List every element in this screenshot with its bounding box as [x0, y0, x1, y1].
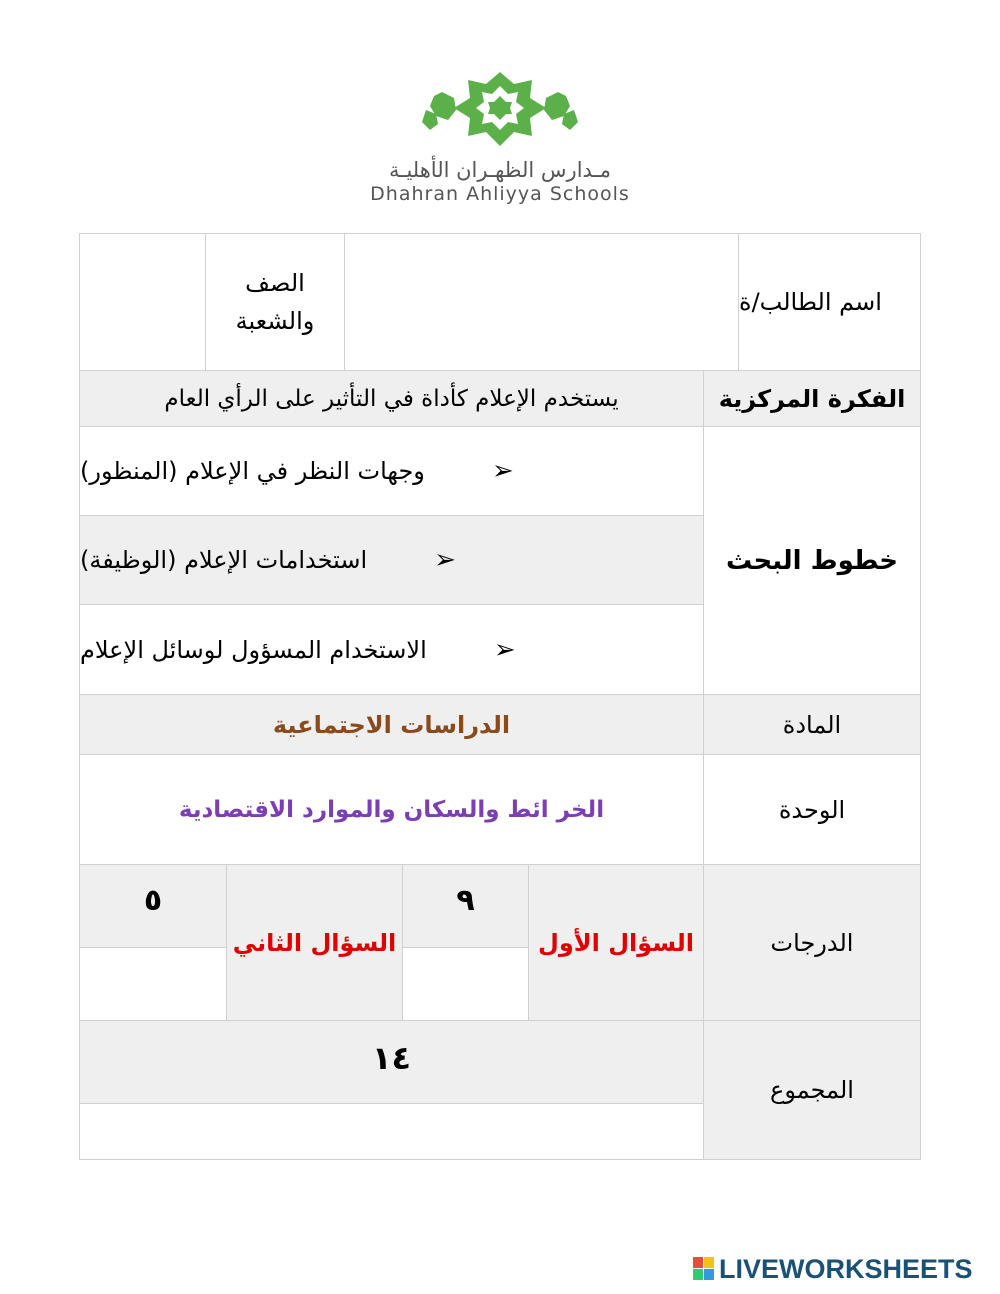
question-one-label: السؤال الأول — [528, 864, 704, 1021]
grades-label: الدرجات — [703, 864, 921, 1021]
research-line-item — [79, 426, 704, 516]
arrow-bullet-icon: ➢ — [493, 634, 516, 665]
research-line-text: الاستخدام المسؤول لوسائل الإعلام — [80, 635, 427, 664]
research-line-text: استخدامات الإعلام (الوظيفة) — [80, 546, 368, 574]
arrow-bullet-icon: ➢ — [434, 545, 456, 575]
liveworksheets-text: LIVEWORKSHEETS — [719, 1253, 973, 1284]
central-idea-label: الفكرة المركزية — [703, 370, 921, 427]
logo-emblem-icon — [422, 70, 578, 150]
student-name-label: اسم الطالب/ة — [738, 233, 921, 371]
research-lines-label: خطوط البحث — [703, 426, 921, 695]
unit-value: الخر ائط والسكان والموارد الاقتصادية — [79, 754, 704, 865]
arrow-bullet-icon: ➢ — [492, 456, 514, 486]
question-one-score-field[interactable] — [402, 947, 529, 1021]
unit-label: الوحدة — [703, 754, 921, 865]
total-score-field[interactable] — [79, 1103, 704, 1160]
class-label: الصف والشعبة — [235, 268, 315, 335]
central-idea-value: يستخدم الإعلام كأداة في التأثير على الرأي العام — [79, 370, 704, 427]
logo-english-text: Dhahran Ahliyya Schools — [370, 183, 630, 205]
subject-label: المادة — [703, 694, 921, 755]
question-two-score-field[interactable] — [79, 947, 227, 1021]
liveworksheets-logo-icon — [693, 1257, 715, 1281]
research-line-item — [79, 515, 704, 605]
class-field[interactable] — [79, 233, 206, 371]
question-one-max: ٩ — [402, 864, 529, 948]
question-two-label: السؤال الثاني — [226, 864, 403, 1021]
research-line-text: وجهات النظر في الإعلام (المنظور) — [80, 457, 425, 485]
liveworksheets-brand — [693, 1252, 973, 1286]
logo-arabic-text: مـدارس الظهـران الأهليـة — [389, 158, 611, 182]
total-label: المجموع — [703, 1020, 921, 1160]
school-logo — [0, 70, 1000, 210]
worksheet-table — [79, 233, 921, 1160]
research-line-item — [79, 604, 704, 695]
student-name-field[interactable] — [344, 233, 739, 371]
total-max: ١٤ — [79, 1020, 704, 1104]
subject-value: الدراسات الاجتماعية — [79, 694, 704, 755]
question-two-max: ٥ — [79, 864, 227, 948]
